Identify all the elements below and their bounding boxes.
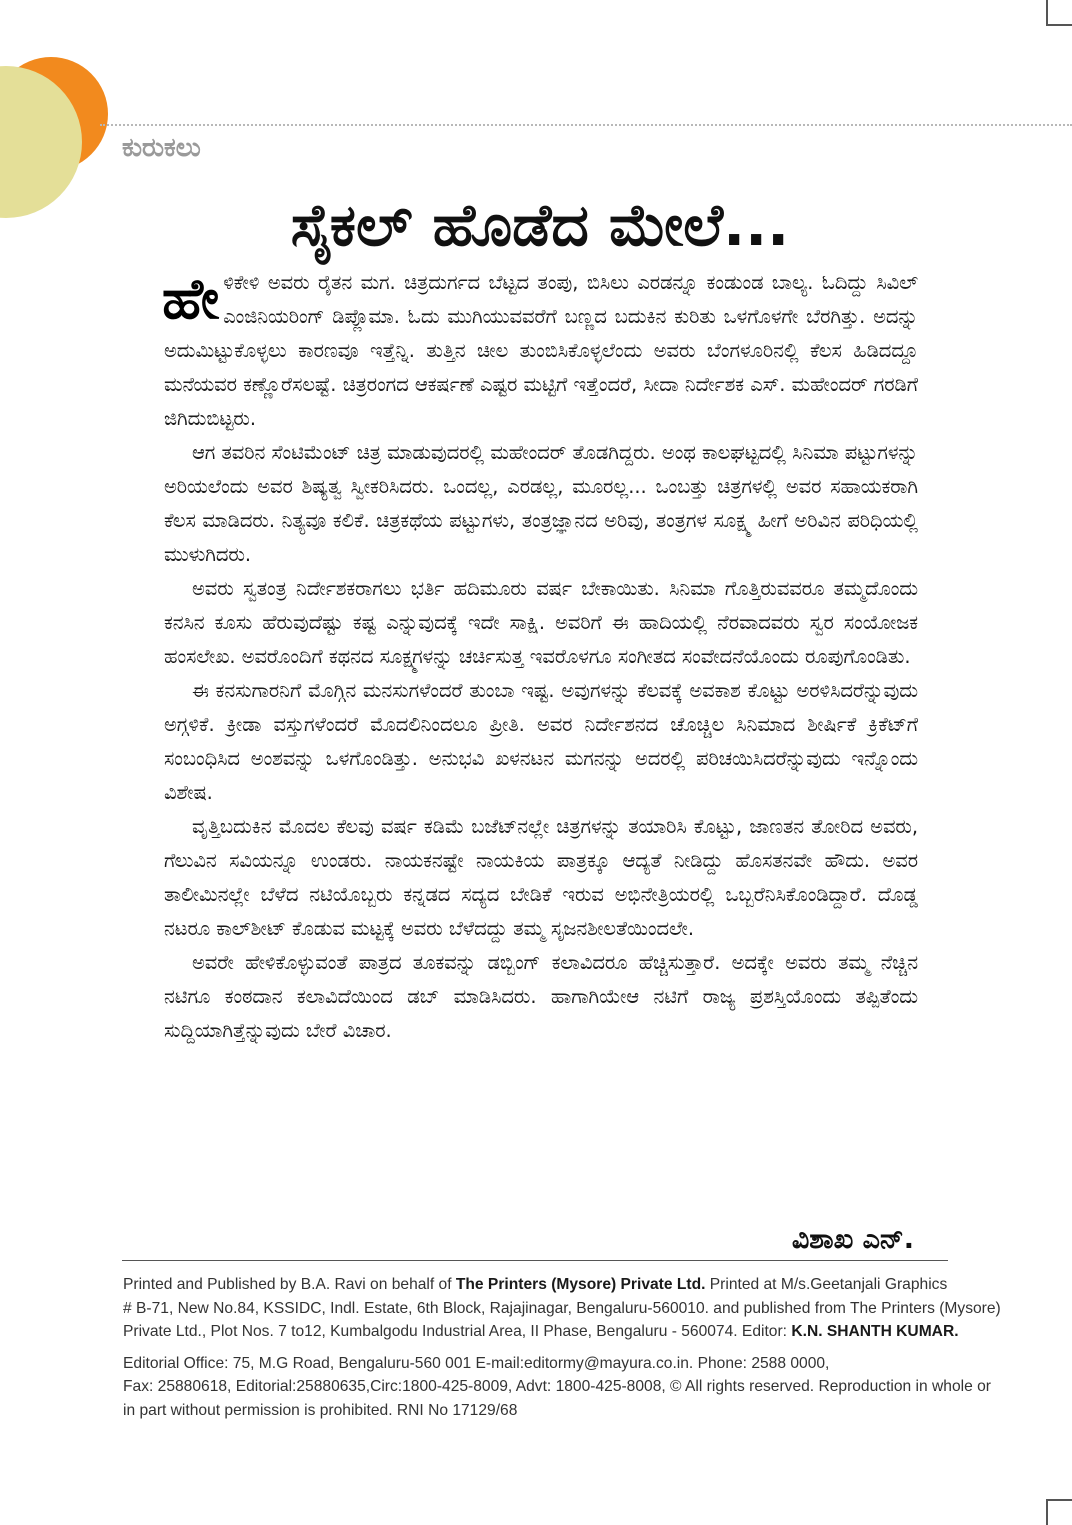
publisher-name: The Printers (Mysore) Private Ltd. <box>455 1276 706 1293</box>
article-paragraph: ಆಗ ತವರಿನ ಸೆಂಟಿಮೆಂಟ್ ಚಿತ್ರ ಮಾಡುವುದರಲ್ಲಿ ಮಹೇಂದರ್ ತೊಡಗಿದ್ದರು. ಅಂಥ ಕಾಲಘಟ್ಟದಲ್ಲಿ ಸಿನಿಮಾ ಪಟ್ಟುಗಳನ್ನು ಅರಿಯಲೆಂದು ಅವರ ಶಿಷ್ಯತ್ವ ಸ್ವೀಕರಿಸಿದರು. ಒಂದಲ್ಲ, ಎರಡಲ್ಲ, ಮೂರಲ್ಲ... ಒಂಬತ್ತು ಚಿತ್ರಗಳಲ್ಲಿ ಅವರ ಸಹಾಯಕರಾಗಿ ಕೆಲಸ ಮಾಡಿದರು. ನಿತ್ಯವೂ ಕಲಿಕೆ. ಚಿತ್ರಕಥೆಯ ಪಟ್ಟುಗಳು, ತಂತ್ರಜ್ಞಾನದ ಅರಿವು, ತಂತ್ರಗಳ ಸೂಕ್ಷ್ಮ ಹೀಗೆ ಅರಿವಿನ ಪರಿಧಿಯಲ್ಲಿ ಮುಳುಗಿದರು. <box>164 441 918 566</box>
imprint-text: Printed at M/s.Geetanjali Graphics <box>705 1276 948 1293</box>
drop-cap: ಹೇ <box>162 267 220 332</box>
article-paragraph: ಈ ಕನಸುಗಾರನಿಗೆ ಮೊಗ್ಗಿನ ಮನಸುಗಳೆಂದರೆ ತುಂಬಾ ಇಷ್ಟ. ಅವುಗಳನ್ನು ಕೆಲವಕ್ಕೆ ಅವಕಾಶ ಕೊಟ್ಟು ಅರಳಿಸಿದರೆನ್ನುವುದು ಅಗ್ಗಳಿಕೆ. ಕ್ರೀಡಾ ವಸ್ತುಗಳೆಂದರೆ ಮೊದಲಿನಿಂದಲೂ ಪ್ರೀತಿ. ಅವರ ನಿರ್ದೇಶನದ ಚೊಚ್ಚಿಲ ಸಿನಿಮಾದ ಶೀರ್ಷಿಕೆ ಕ್ರಿಕೆಟ್‌ಗೆ ಸಂಬಂಧಿಸಿದ ಅಂಶವನ್ನು ಒಳಗೊಂಡಿತ್ತು. ಅನುಭವಿ ಖಳನಟನ ಮಗನನ್ನು ಅದರಲ್ಲಿ ಪರಿಚಯಿಸಿದರೆನ್ನುವುದು ಇನ್ನೊಂದು ವಿಶೇಷ. <box>164 679 918 804</box>
author-byline: ವಿಶಾಖ ಎನ್. <box>791 1224 914 1255</box>
contact-line: Fax: 25880618, Editorial:25880635,Circ:1800-425-8009, Advt: 1800-425-8008, © All rights reserved. Reproduction in whole or <box>123 1378 991 1395</box>
imprint-text: Printed and Published by B.A. Ravi on behalf of <box>123 1276 456 1293</box>
article-paragraph: ಅವರೇ ಹೇಳಿಕೊಳ್ಳುವಂತೆ ಪಾತ್ರದ ತೂಕವನ್ನು ಡಬ್ಬಿಂಗ್ ಕಲಾವಿದರೂ ಹೆಚ್ಚಿಸುತ್ತಾರೆ. ಅದಕ್ಕೇ ಅವರು ತಮ್ಮ ನೆಚ್ಚಿನ ನಟಿಗೂ ಕಂಠದಾನ ಕಲಾವಿದೆಯಿಂದ ಡಬ್ ಮಾಡಿಸಿದರು. ಹಾಗಾಗಿಯೇಆ ನಟಿಗೆ ರಾಜ್ಯ ಪ್ರಶಸ್ತಿಯೊಂದು ತಪ್ಪಿತೆಂದು ಸುದ್ದಿಯಾಗಿತ್ತೆನ್ನುವುದು ಬೇರೆ ವಿಚಾರ. <box>164 951 918 1042</box>
article-paragraph: ವೃತ್ತಿಬದುಕಿನ ಮೊದಲ ಕೆಲವು ವರ್ಷ ಕಡಿಮೆ ಬಜೆಟ್‌ನಲ್ಲೇ ಚಿತ್ರಗಳನ್ನು ತಯಾರಿಸಿ ಕೊಟ್ಟು, ಜಾಣತನ ತೋರಿದ ಅವರು, ಗೆಲುವಿನ ಸವಿಯನ್ನೂ ಉಂಡರು. ನಾಯಕನಷ್ಟೇ ನಾಯಕಿಯ ಪಾತ್ರಕ್ಕೂ ಆದ್ಯತೆ ನೀಡಿದ್ದು ಹೊಸತನವೇ ಹೌದು. ಅವರ ತಾಲೀಮಿನಲ್ಲೇ ಬೆಳೆದ ನಟಿಯೊಬ್ಬರು ಕನ್ನಡದ ಸದ್ಯದ ಬೇಡಿಕೆ ಇರುವ ಅಭಿನೇತ್ರಿಯರಲ್ಲಿ ಒಬ್ಬರೆನಿಸಿಕೊಂಡಿದ್ದಾರೆ. ದೊಡ್ಡ ನಟರೂ ಕಾಲ್‌ಶೀಟ್ ಕೊಡುವ ಮಟ್ಟಕ್ಕೆ ಅವರು ಬೆಳೆದದ್ದು ತಮ್ಮ ಸೃಜನಶೀಲತೆಯಿಂದಲೇ. <box>164 815 918 940</box>
crop-mark-top-right <box>1046 0 1072 26</box>
imprint-line: # B-71, New No.84, KSSIDC, Indl. Estate, 6th Block, Rajajinagar, Bengaluru-560010. and published from The Printers (Mysore) <box>123 1299 1001 1317</box>
imprint-footer <box>123 1273 1001 1422</box>
article-paragraph <box>164 266 918 436</box>
editorial-office-line: Editorial Office: 75, M.G Road, Bengaluru-560 001 E-mail:editormy@mayura.co.in. Phone: 2588 0000, <box>123 1354 830 1372</box>
dotted-divider <box>100 124 1072 126</box>
crop-mark-bottom-right <box>1046 1499 1072 1525</box>
paragraph-text: ಳಿಕೇಳಿ ಅವರು ರೈತನ ಮಗ. ಚಿತ್ರದುರ್ಗದ ಬೆಟ್ಟದ ತಂಪು, ಬಿಸಿಲು ಎರಡನ್ನೂ ಕಂಡುಂಡ ಬಾಲ್ಯ. ಓದಿದ್ದು ಸಿವಿಲ್ ಎಂಜಿನಿಯರಿಂಗ್ ಡಿಪ್ಲೊಮಾ. ಓದು ಮುಗಿಯುವವರೆಗೆ ಬಣ್ಣದ ಬದುಕಿನ ಕುರಿತು ಒಳಗೊಳಗೇ ಬೆರಗಿತ್ತು. ಅದನ್ನು ಅದುಮಿಟ್ಟುಕೊಳ್ಳಲು ಕಾರಣವೂ ಇತ್ತೆನ್ನಿ. ತುತ್ತಿನ ಚೀಲ ತುಂಬಿಸಿಕೊಳ್ಳಲೆಂದು ಅವರು ಬೆಂಗಳೂರಿನಲ್ಲಿ ಕೆಲಸ ಹಿಡಿದದ್ದೂ ಮನೆಯವರ ಕಣ್ಣೊರೆಸಲಷ್ಟೆ. ಚಿತ್ರರಂಗದ ಆಕರ್ಷಣೆ ಎಷ್ಟರ ಮಟ್ಟಿಗೆ ಇತ್ತೆಂದರೆ, ಸೀದಾ ನಿರ್ದೇಶಕ ಎಸ್. ಮಹೇಂದರ್ ಗರಡಿಗೆ ಜಿಗಿದುಬಿಟ್ಟರು. <box>164 271 918 430</box>
editor-name: K.N. SHANTH KUMAR. <box>791 1323 959 1340</box>
article-paragraph: ಅವರು ಸ್ವತಂತ್ರ ನಿರ್ದೇಶಕರಾಗಲು ಭರ್ತಿ ಹದಿಮೂರು ವರ್ಷ ಬೇಕಾಯಿತು. ಸಿನಿಮಾ ಗೊತ್ತಿರುವವರೂ ತಮ್ಮದೊಂದು ಕನಸಿನ ಕೂಸು ಹೆರುವುದೆಷ್ಟು ಕಷ್ಟ ಎನ್ನುವುದಕ್ಕೆ ಇದೇ ಸಾಕ್ಷಿ. ಅವರಿಗೆ ಈ ಹಾದಿಯಲ್ಲಿ ನೆರವಾದವರು ಸ್ವರ ಸಂಯೋಜಕ ಹಂಸಲೇಖ. ಅವರೊಂದಿಗೆ ಕಥನದ ಸೂಕ್ಷ್ಮಗಳನ್ನು ಚರ್ಚಿಸುತ್ತ ಇವರೊಳಗೂ ಸಂಗೀತದ ಸಂವೇದನೆಯೊಂದು ರೂಪುಗೊಂಡಿತು. <box>164 577 918 668</box>
article-title: ಸೈಕಲ್ ಹೊಡೆದ ಮೇಲೆ... <box>290 191 790 259</box>
article-body <box>164 266 918 1048</box>
rights-line: in part without permission is prohibited. RNI No 17129/68 <box>123 1401 518 1419</box>
imprint-line <box>123 1320 959 1344</box>
imprint-line <box>123 1273 953 1297</box>
footer-divider <box>122 1260 948 1261</box>
section-label: ಕುರುಕಲು <box>122 133 201 163</box>
imprint-text: Private Ltd., Plot Nos. 7 to12, Kumbalgodu Industrial Area, II Phase, Bengaluru - 560074. Editor: <box>123 1323 792 1340</box>
